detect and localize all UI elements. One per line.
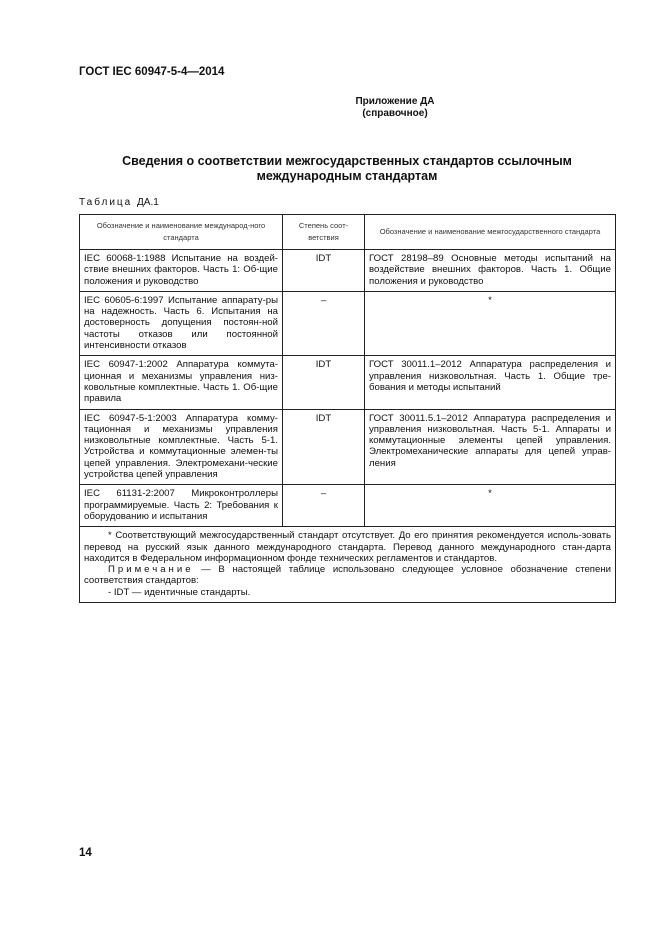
cell-international-standard: IEC 60605-6:1997 Испытание аппарату-ры на надежность. Часть 6. Испытания на достоверность допущения постоян-ной частоты отказов или постоянной интенсивности отказов (80, 291, 283, 355)
cell-degree: IDT (283, 409, 365, 485)
header-national-standard: Обозначение и наименование межгосударственного стандарта (365, 215, 616, 250)
idt-definition: - IDT — идентичные стандарты. (108, 586, 251, 598)
annex-title: Приложение ДА (355, 96, 435, 107)
table-notes (80, 527, 616, 603)
cell-international-standard: IEC 60947-1:2002 Аппаратура коммута-ционная и механизмы управления низ-ковольтные комплектные. Часть 1. Об-щие правила (80, 356, 283, 409)
table-label-number: ДА.1 (137, 197, 159, 208)
header-degree-of-correspondence: Степень соот-ветствия (283, 215, 365, 250)
table-row (80, 409, 616, 485)
document-title (79, 154, 615, 184)
table-row (80, 250, 616, 292)
table-row (80, 356, 616, 409)
table-row (80, 291, 616, 355)
cell-international-standard: IEC 61131-2:2007 Микроконтроллеры программируемые. Часть 2: Требования к оборудованию и испытания (80, 485, 283, 527)
cell-degree: IDT (283, 250, 365, 292)
table-label (79, 197, 159, 208)
cell-international-standard: IEC 60068-1:1988 Испытание на воздей-ствие внешних факторов. Часть 1: Об-щие положения и руководство (80, 250, 283, 292)
cell-degree: IDT (283, 356, 365, 409)
note-label: Примечание (108, 564, 194, 576)
cell-international-standard: IEC 60947-5-1:2003 Аппаратура комму-тационная и механизмы управления низковольтные комплектные. Часть 5-1. Устройства и коммутационные элемен-ты цепей управления. Электромехани-ческие устройства цепей управления (80, 409, 283, 485)
cell-degree: – (283, 485, 365, 527)
table-footer-row (80, 527, 616, 603)
note-paragraph (84, 564, 611, 587)
document-title-line-1: Сведения о соответствии межгосударственных стандартов ссылочным (122, 154, 572, 168)
cell-national-standard: ГОСТ 28198–89 Основные методы испытаний на воздействие внешних факторов. Часть 1. Общие положения и руководство (365, 250, 616, 292)
cell-national-standard: ГОСТ 30011.5.1–2012 Аппаратура распределения и управления низковольтная. Часть 5-1. Аппараты и коммутационные элементы цепей управления. Электромеханические аппараты для цепей управ-ления (365, 409, 616, 485)
table-row (80, 485, 616, 527)
page-number: 14 (79, 847, 92, 859)
note-text: — В настоящей таблице использовано следующее условное обозначение степени соответствия стандартов: (84, 564, 611, 587)
table-header-row (80, 215, 616, 250)
footnote-text: * Соответствующий межгосударственный стандарт отсутствует. До его принятия рекомендуется исполь-зовать перевод на русский язык данного международного стандарта. Перевод данного международного стан-дарта находится в Федеральном информационном фонде технических регламентов и стандартов. (84, 530, 611, 564)
standards-correspondence-table (79, 214, 616, 603)
cell-national-standard: * (365, 291, 616, 355)
cell-degree: – (283, 291, 365, 355)
cell-national-standard: ГОСТ 30011.1–2012 Аппаратура распределения и управления низковольтная. Часть 1. Общие тре-бования и методы испытаний (365, 356, 616, 409)
document-title-line-2: международным стандартам (256, 169, 438, 183)
cell-national-standard: * (365, 485, 616, 527)
annex-subtitle: (справочное) (362, 108, 428, 119)
table-label-word: Таблица (79, 197, 133, 208)
header-international-standard: Обозначение и наименование международ-ного стандарта (80, 215, 283, 250)
standard-code-header: ГОСТ IEC 60947-5-4—2014 (79, 66, 225, 78)
